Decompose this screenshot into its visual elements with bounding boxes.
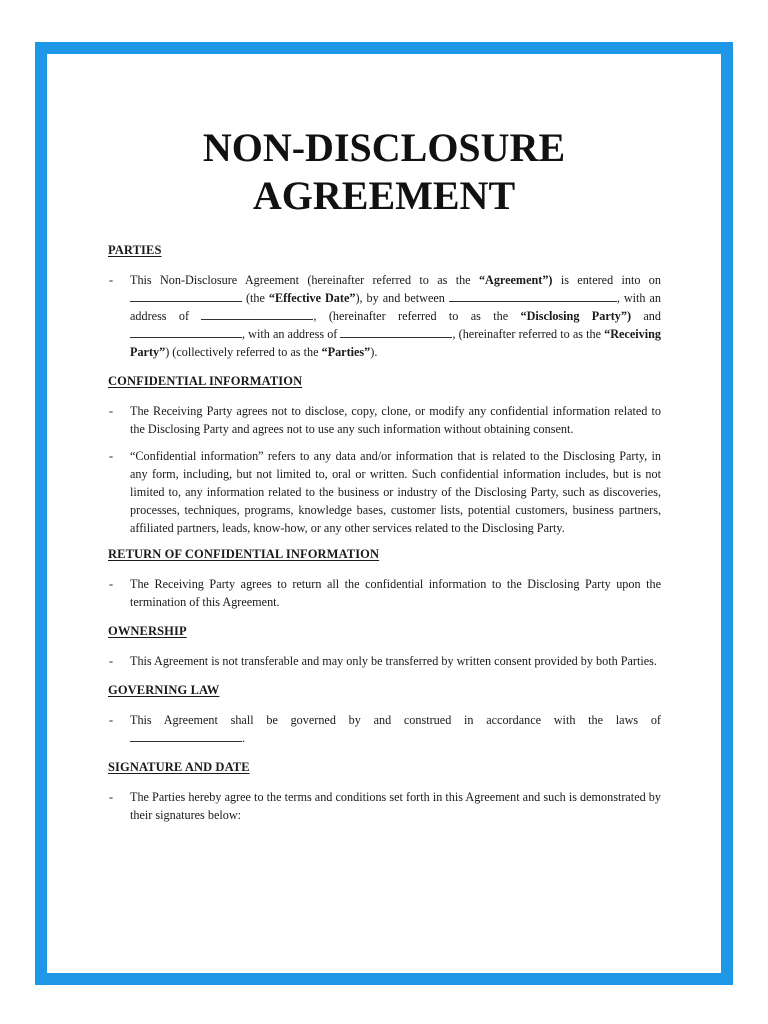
document-title — [0, 124, 768, 220]
governing-law-text: This Agreement shall be governed by and construed in accordance with the laws of — [130, 713, 661, 727]
list-dash: - — [109, 654, 114, 668]
title-line-1: NON-DISCLOSURE — [202, 125, 566, 170]
signature-paragraph — [108, 788, 661, 824]
parties-text-2: is entered into on — [552, 273, 661, 287]
section-heading-parties: PARTIES — [108, 243, 162, 257]
parties-bold-effective-date: “Effective Date” — [268, 291, 356, 305]
section-heading-return-of-confidential-information: RETURN OF CONFIDENTIAL INFORMATION — [108, 547, 380, 561]
section-heading-signature-and-date: SIGNATURE AND DATE — [108, 760, 250, 774]
signature-text: The Parties hereby agree to the terms and conditions set forth in this Agreement and such is demonstrated by their signatures below: — [130, 790, 661, 822]
effective-date-blank[interactable] — [130, 289, 242, 302]
parties-text-11: ). — [370, 345, 378, 359]
parties-text-5: , with an address of — [130, 291, 662, 323]
parties-text-3: (the — [242, 291, 269, 305]
receiving-party-name-blank[interactable] — [130, 325, 242, 338]
return-text: The Receiving Party agrees to return all the confidential information to the Disclosing Party upon the termination of this Agreement. — [130, 577, 661, 609]
list-dash: - — [109, 273, 114, 287]
title-line-2: AGREEMENT — [252, 173, 516, 218]
confidential-paragraph-2 — [108, 447, 661, 537]
section-heading-governing-law: GOVERNING LAW — [108, 683, 220, 697]
parties-text-7: and — [631, 309, 661, 323]
parties-bold-parties: “Parties” — [321, 345, 371, 359]
list-dash: - — [109, 577, 114, 591]
return-paragraph — [108, 575, 661, 611]
governing-law-period: . — [242, 731, 246, 745]
confidential-text-1: The Receiving Party agrees not to disclose, copy, clone, or modify any confidential information related to the Disclosing Party and agrees not to use any such information without obtaining consent. — [130, 404, 661, 436]
disclosing-party-address-blank[interactable] — [201, 307, 313, 320]
ownership-paragraph — [108, 652, 661, 670]
parties-paragraph — [108, 271, 661, 361]
list-dash: - — [109, 404, 114, 418]
parties-bold-agreement: “Agreement”) — [478, 273, 553, 287]
parties-text-9: , (hereinafter referred to as the — [452, 327, 605, 341]
parties-text-8: , with an address of — [242, 327, 341, 341]
parties-text-1: This Non-Disclosure Agreement (hereinafter referred to as the — [130, 273, 479, 287]
confidential-text-2: “Confidential information” refers to any data and/or information that is related to the Disclosing Party, in any form, including, but not limited to, oral or written. Such confidential information includes, but is not limited to, any information related to the business or industry of the Disclosing Party, such as discoveries, processes, techniques, programs, knowledge bases, customer lists, potential customers, business partners, affiliated partners, leads, know-how, or any other services related to the Disclosing Party. — [130, 449, 661, 535]
parties-bold-receiving-party: “Receiving Party” — [130, 327, 661, 359]
parties-text-4: ), by and between — [355, 291, 449, 305]
section-heading-ownership: OWNERSHIP — [108, 624, 187, 638]
section-heading-confidential-information: CONFIDENTIAL INFORMATION — [108, 374, 303, 388]
confidential-paragraph-1 — [108, 402, 661, 438]
parties-text-6: , (hereinafter referred to as the — [313, 309, 521, 323]
parties-bold-disclosing-party: “Disclosing Party”) — [520, 309, 632, 323]
receiving-party-address-blank[interactable] — [340, 325, 452, 338]
list-dash: - — [109, 713, 114, 727]
parties-text-10: ) (collectively referred to as the — [165, 345, 322, 359]
document-body — [108, 242, 661, 833]
governing-law-paragraph — [108, 711, 661, 747]
ownership-text: This Agreement is not transferable and may only be transferred by written consent provided by both Parties. — [130, 654, 657, 668]
disclosing-party-name-blank[interactable] — [449, 289, 617, 302]
list-dash: - — [109, 790, 114, 804]
list-dash: - — [109, 449, 114, 463]
governing-law-jurisdiction-blank[interactable] — [130, 729, 242, 742]
